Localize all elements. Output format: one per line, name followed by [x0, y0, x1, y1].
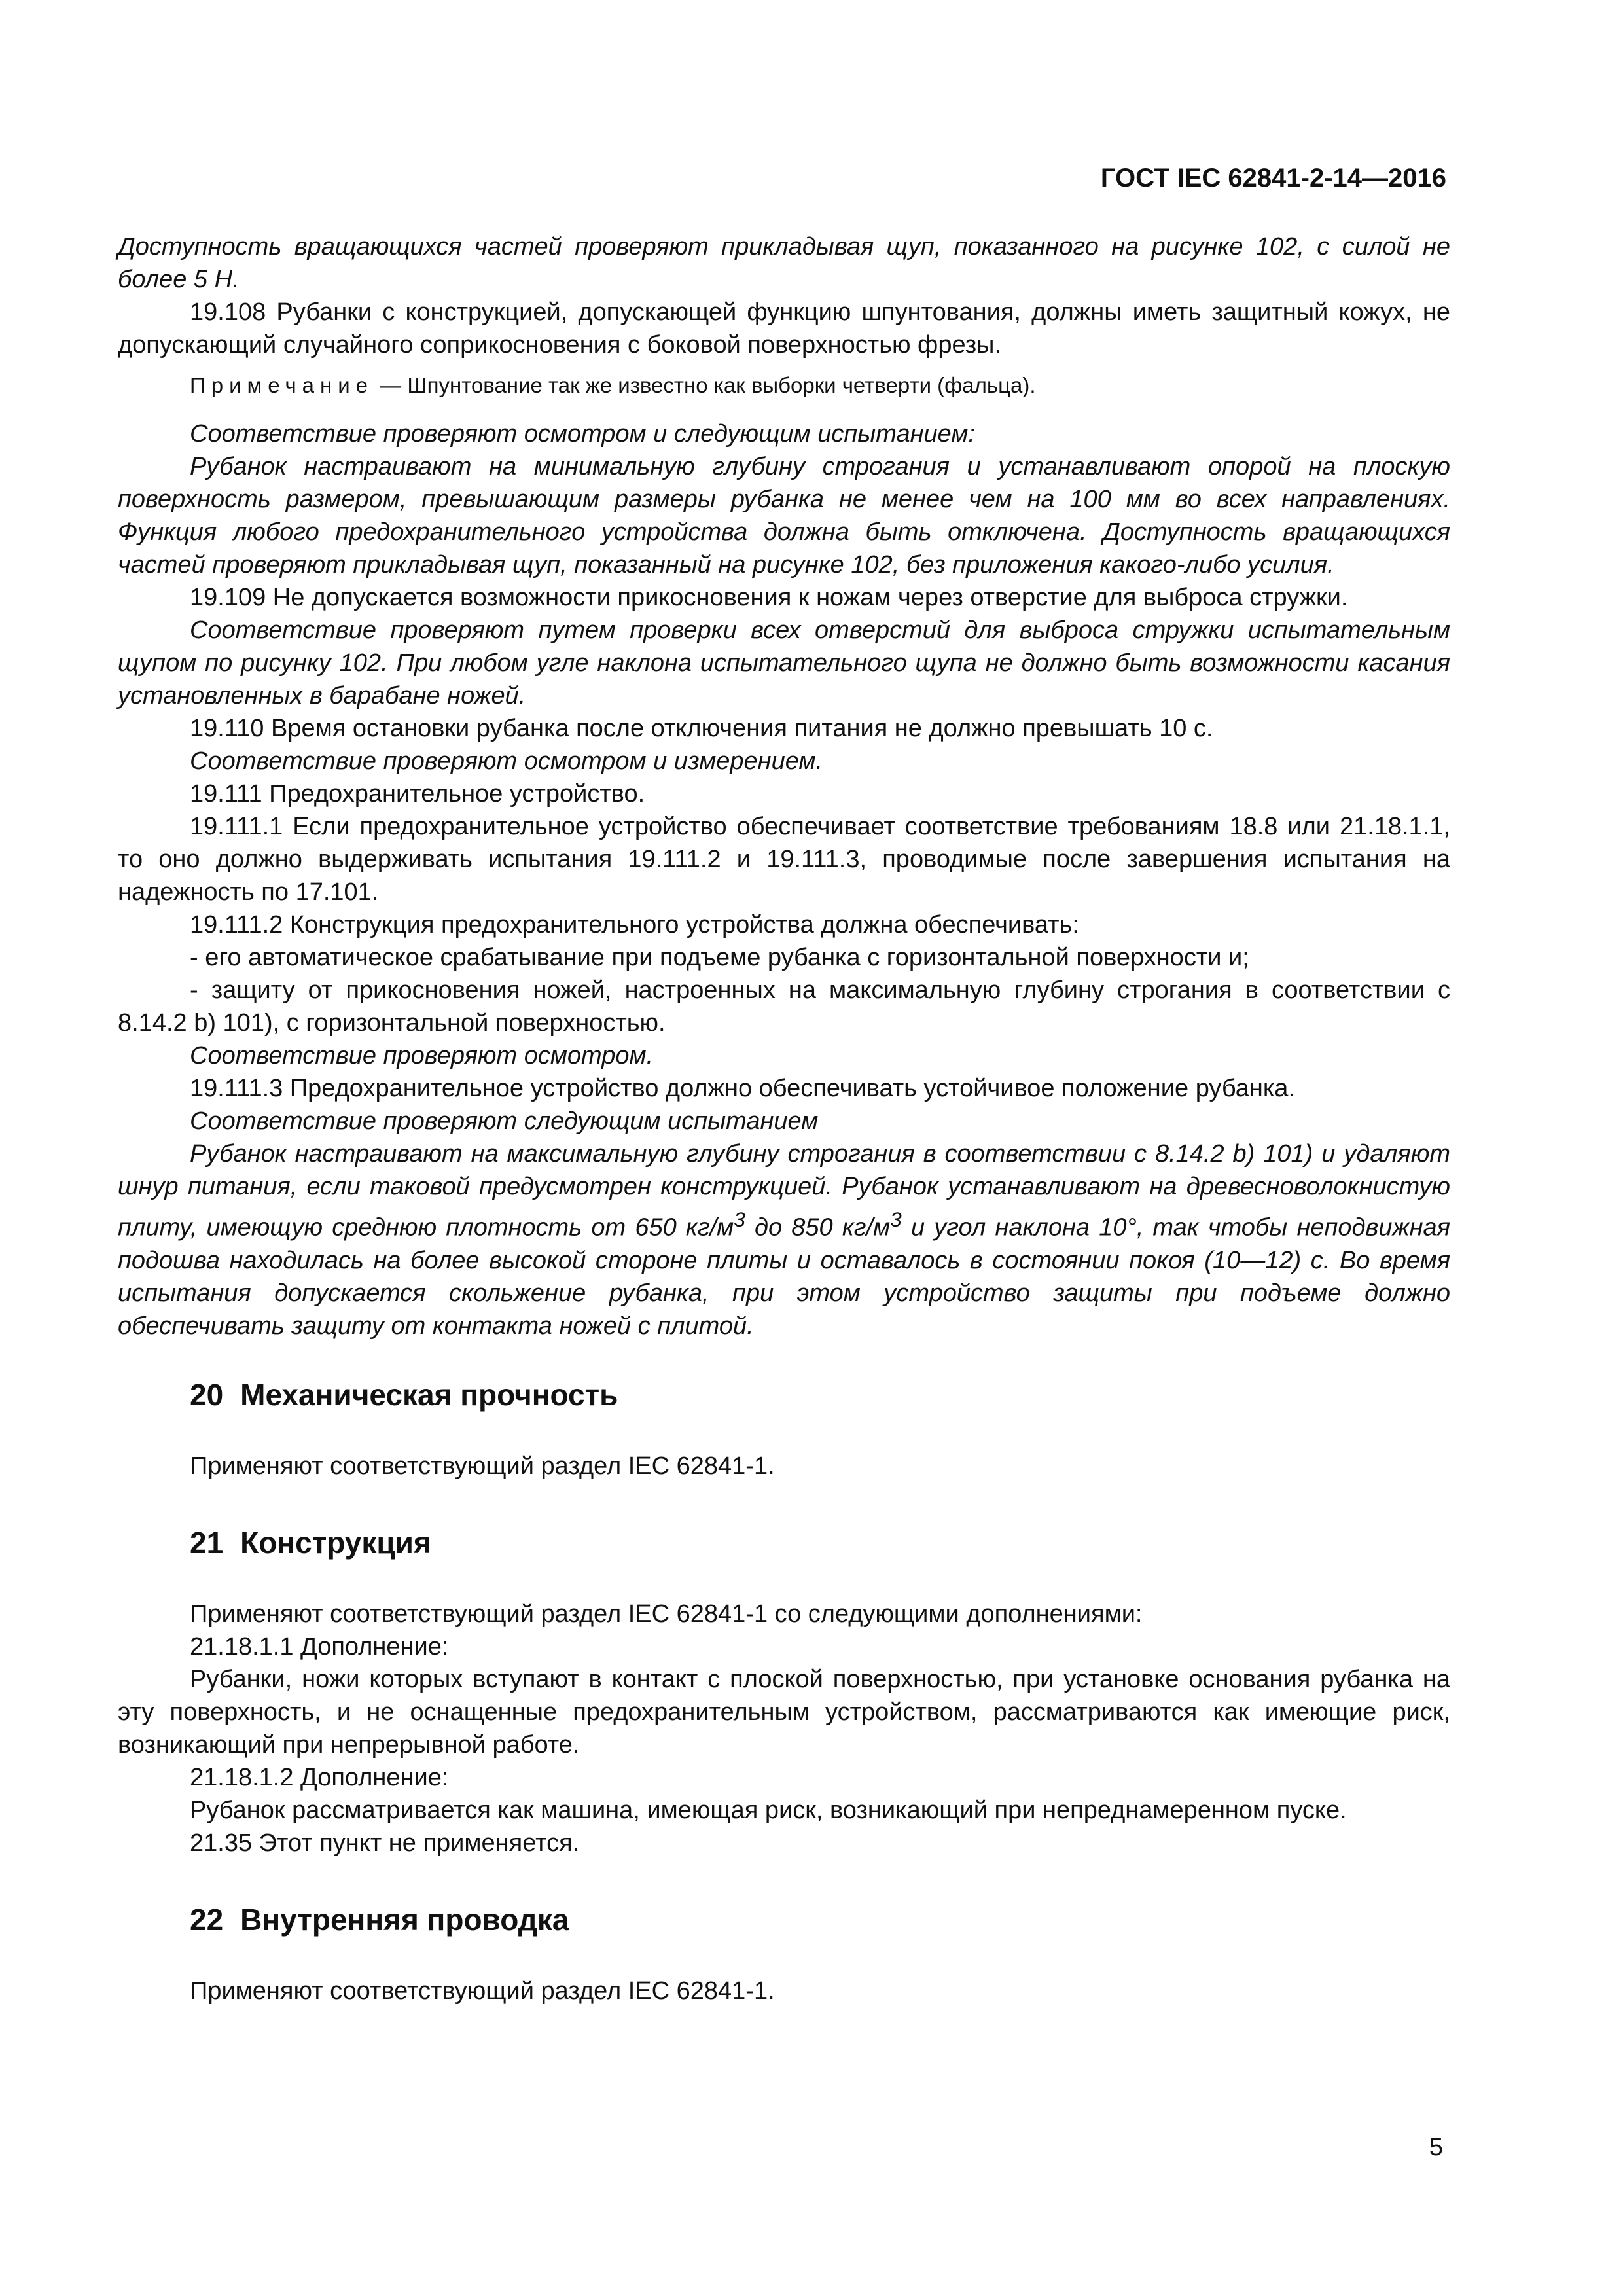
clause-21-18-1-1-text: Рубанки, ножи которых вступают в контакт с плоской поверхностью, при установке основания рубанка на эту поверхность, и не оснащенные предохранительным устройством, рассматриваются как имеющие риск, возникающий при непрерывной работе.	[118, 1665, 1450, 1759]
section-title: Механическая прочность	[240, 1377, 618, 1412]
section-heading-22	[118, 1901, 1450, 1938]
compliance-inspection: Соответствие проверяют осмотром.	[190, 1042, 654, 1069]
clause-21-18-1-1: 21.18.1.1 Дополнение:	[190, 1632, 449, 1660]
section-number: 20	[190, 1377, 224, 1412]
clause-19-109: 19.109 Не допускается возможности прикосновения к ножам через отверстие для выброса стружки.	[190, 584, 1348, 611]
section-title: Конструкция	[240, 1525, 431, 1560]
clause-19-108: 19.108 Рубанки с конструкцией, допускающей функцию шпунтования, должны иметь защитный кожух, не допускающий случайного соприкосновения с боковой поверхностью фрезы.	[118, 298, 1450, 359]
section-heading-20	[118, 1376, 1450, 1413]
test-procedure-max-depth: Рубанок настраивают на максимальную глубину строгания в соответствии с 8.14.2 b) 101) и удаляют шнур питания, если таковой предусмотрен конструкцией. Рубанок устанавливают на древесноволокнистую плиту, имеющую среднюю плотность от 650 $кг/м^3$ до 850 $кг/м^3$ и угол наклона 10°, так чтобы неподвижная подошва находилась на более высокой стороне плиты и оставалось в состоянии покоя (10—12) с. Во время испытания допускается скольжение рубанка, при этом устройство защиты при подъеме должно обеспечивать защиту от контакта ножей с плитой.	[118, 1140, 1450, 1340]
clause-19-111-1: 19.111.1 Если предохранительное устройство обеспечивает соответствие требованиям 18.8 или 21.18.1.1, то оно должно выдерживать испытания 19.111.2 и 19.111.3, проводимые после завершения испытания на надежность по 17.101.	[118, 813, 1450, 906]
clause-21-35: 21.35 Этот пункт не применяется.	[190, 1829, 580, 1857]
superscript-cubic: 3	[890, 1208, 902, 1231]
list-item-knife-protection: - защиту от прикосновения ножей, настроенных на максимальную глубину строгания в соответствии с 8.14.2 b) 101), с горизонтальной поверхностью.	[118, 977, 1450, 1037]
note-dash: —	[374, 373, 408, 397]
section-20-text: Применяют соответствующий раздел IEC 62841-1.	[190, 1452, 775, 1480]
note	[118, 370, 1450, 401]
page-content	[118, 230, 1450, 2007]
clause-19-111: 19.111 Предохранительное устройство.	[190, 780, 645, 808]
section-21-intro: Применяют соответствующий раздел IEC 62841-1 со следующими дополнениями:	[190, 1600, 1143, 1628]
section-title: Внутренняя проводка	[240, 1902, 569, 1937]
clause-21-18-1-2-text: Рубанок рассматривается как машина, имеющая риск, возникающий при непреднамеренном пуске.	[190, 1796, 1347, 1824]
clause-19-111-3: 19.111.3 Предохранительное устройство должно обеспечивать устойчивое положение рубанка.	[190, 1075, 1295, 1102]
clause-19-110: 19.110 Время остановки рубанка после отключения питания не должно превышать 10 с.	[190, 715, 1213, 742]
document-header-code: ГОСТ IEC 62841-2-14—2016	[1100, 164, 1446, 192]
compliance-following-test: Соответствие проверяют следующим испытанием	[190, 1107, 819, 1135]
section-heading-21	[118, 1524, 1450, 1561]
clause-21-18-1-2: 21.18.1.2 Дополнение:	[190, 1763, 449, 1791]
compliance-chip-openings: Соответствие проверяют путем проверки всех отверстий для выброса стружки испытательным щупом по рисунку 102. При любом угле наклона испытательного щупа не должно быть возможности касания установленных в барабане ножей.	[118, 617, 1450, 709]
section-number: 21	[190, 1525, 224, 1560]
clause-19-111-2: 19.111.2 Конструкция предохранительного устройства должна обеспечивать:	[190, 911, 1079, 939]
superscript-cubic: 3	[734, 1208, 745, 1231]
list-item-auto-trigger: - его автоматическое срабатывание при подъеме рубанка с горизонтальной поверхности и;	[190, 944, 1249, 971]
page-number: 5	[1429, 2134, 1443, 2161]
section-number: 22	[190, 1902, 224, 1937]
compliance-inspection-test: Соответствие проверяют осмотром и следующим испытанием:	[190, 420, 975, 448]
paragraph-accessibility-check: Доступность вращающихся частей проверяют прикладывая щуп, показанного на рисунке 102, с силой не более 5 Н.	[118, 233, 1450, 293]
test-procedure-min-depth: Рубанок настраивают на минимальную глубину строгания и устанавливают опорой на плоскую поверхность размером, превышающим размеры рубанка не менее чем на 100 мм во всех направлениях. Функция любого предохранительного устройства должна быть отключена. Доступность вращающихся частей проверяют прикладывая щуп, показанный на рисунке 102, без приложения какого-либо усилия.	[118, 453, 1450, 579]
section-22-text: Применяют соответствующий раздел IEC 62841-1.	[190, 1977, 775, 2005]
note-text: Шпунтование так же известно как выборки четверти (фальца).	[407, 373, 1036, 397]
compliance-inspection-measurement: Соответствие проверяют осмотром и измерением.	[190, 747, 823, 775]
note-label: Примечание	[190, 373, 374, 397]
